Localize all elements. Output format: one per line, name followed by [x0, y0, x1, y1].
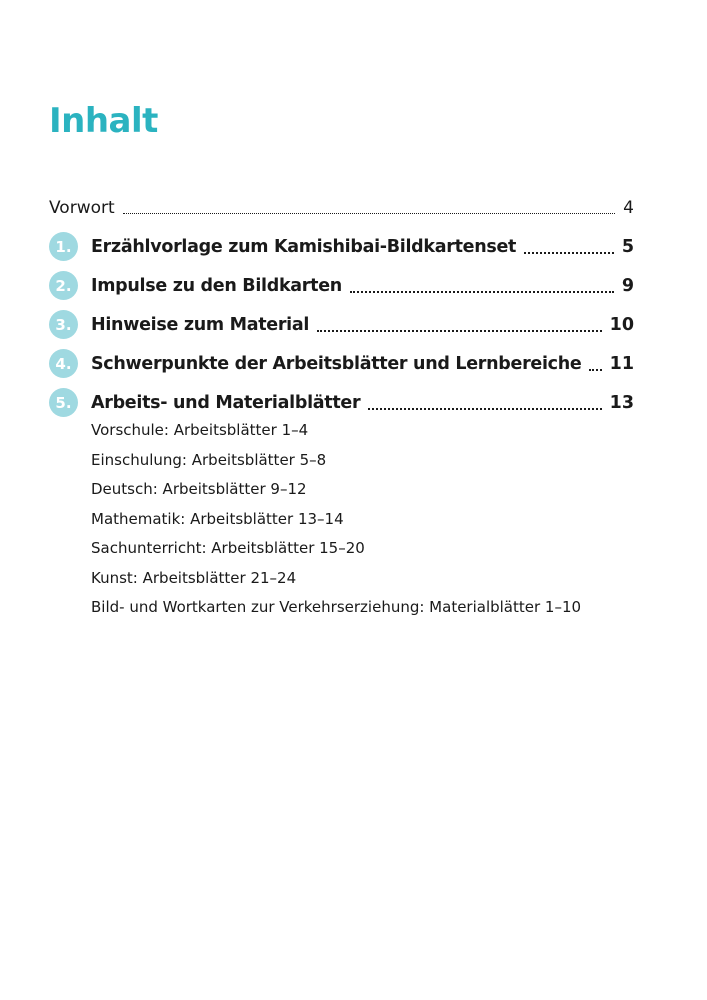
toc-entry-label: Impulse zu den Bildkarten — [91, 275, 342, 296]
toc-entry-label: Erzählvorlage zum Kamishibai-Bildkartenset — [91, 236, 517, 257]
toc-subentry[interactable]: Einschulung: Arbeitsblätter 5–8 — [91, 450, 327, 469]
toc-subentry[interactable]: Kunst: Arbeitsblätter 21–24 — [91, 568, 297, 587]
toc-entry-chapter-2[interactable] — [49, 271, 634, 300]
chapter-number-badge: 4. — [49, 349, 78, 378]
chapter-number-badge: 5. — [49, 388, 78, 417]
chapter-number-badge: 3. — [49, 310, 78, 339]
toc-subentry[interactable]: Sachunterricht: Arbeitsblätter 15–20 — [91, 539, 365, 557]
toc-page-number: 9 — [621, 275, 634, 296]
toc-page-number: 4 — [623, 197, 634, 218]
toc-page-number: 13 — [609, 392, 634, 413]
dot-leader — [350, 291, 614, 293]
toc-subentry[interactable]: Bild- und Wortkarten zur Verkehrserziehung: Materialblätter 1–10 — [91, 598, 582, 616]
toc-page-number: 5 — [621, 236, 634, 257]
toc-page-number: 11 — [609, 353, 634, 374]
chapter-number-badge: 1. — [49, 232, 78, 261]
toc-entry-chapter-4[interactable] — [49, 349, 634, 378]
toc-subentry[interactable]: Mathematik: Arbeitsblätter 13–14 — [91, 509, 344, 528]
dot-leader — [123, 213, 616, 214]
dot-leader — [368, 408, 601, 410]
toc-entry-vorwort[interactable] — [49, 193, 634, 222]
toc-subentry[interactable]: Vorschule: Arbeitsblätter 1–4 — [91, 421, 309, 439]
toc-entry-label: Hinweise zum Material — [91, 314, 310, 335]
dot-leader — [524, 252, 614, 254]
toc-entry-label: Arbeits- und Materialblätter — [91, 392, 361, 413]
chapter-5-subentries — [91, 420, 581, 627]
toc-entry-label: Vorwort — [49, 197, 115, 218]
toc-entry-label: Schwerpunkte der Arbeitsblätter und Lernbereiche — [91, 353, 582, 374]
toc-entry-chapter-1[interactable] — [49, 232, 634, 261]
chapter-number-badge: 2. — [49, 271, 78, 300]
toc-page-number: 10 — [609, 314, 634, 335]
dot-leader — [317, 330, 602, 332]
toc-entry-chapter-3[interactable] — [49, 310, 634, 339]
dot-leader — [589, 369, 601, 371]
toc-subentry[interactable]: Deutsch: Arbeitsblätter 9–12 — [91, 480, 307, 498]
page-title: Inhalt — [49, 101, 158, 141]
table-of-contents — [49, 193, 634, 427]
toc-entry-chapter-5[interactable] — [49, 388, 634, 417]
